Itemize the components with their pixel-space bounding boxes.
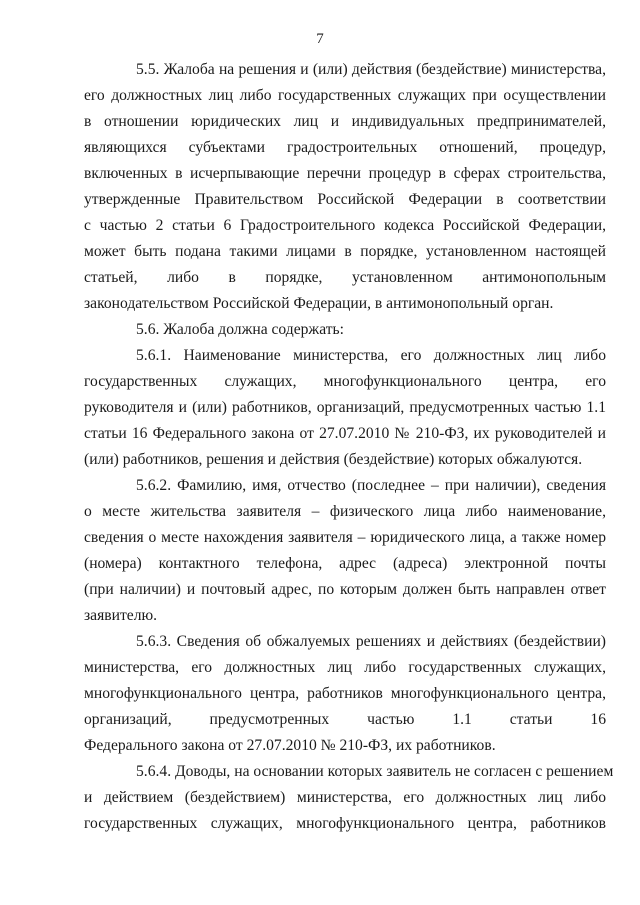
text-line: 5.6. Жалоба должна содержать: (136, 321, 344, 338)
paragraph-p5-6-4 (84, 759, 614, 837)
document-body (84, 57, 614, 837)
text-line: сведения о месте нахождения заявителя – юридического лица, а также номер (84, 529, 606, 546)
paragraph-p5-6 (84, 317, 606, 343)
text-line: 5.6.2. Фамилию, имя, отчество (последнее – при наличии), сведения (136, 477, 606, 494)
text-line: статьи 16 Федерального закона от 27.07.2010 № 210-ФЗ, их руководителей и (84, 425, 606, 442)
text-line: законодательством Российской Федерации, в антимонопольный орган. (84, 295, 554, 312)
text-line: государственных служащих, многофункционального центра, работников (84, 815, 606, 832)
text-line: министерства, его должностных лиц либо государственных служащих, (84, 659, 606, 676)
page-number: 7 (316, 31, 324, 47)
text-line: статьей, либо в порядке, установленном антимонопольным (84, 269, 606, 286)
text-line: заявителю. (84, 607, 158, 624)
text-line: с частью 2 статьи 6 Градостроительного кодекса Российской Федерации, (84, 217, 606, 234)
text-line: (при наличии) и почтовый адрес, по которым должен быть направлен ответ (84, 581, 606, 598)
text-line: многофункционального центра, работников многофункционального центра, (84, 685, 606, 702)
text-line: государственных служащих, многофункционального центра, его (84, 373, 606, 390)
text-line: Федерального закона от 27.07.2010 № 210-ФЗ, их работников. (84, 737, 496, 754)
paragraph-p5-6-1 (84, 343, 606, 473)
text-line: 5.6.3. Сведения об обжалуемых решениях и действиях (бездействии) (136, 633, 606, 650)
text-line: 5.6.1. Наименование министерства, его должностных лиц либо (136, 347, 606, 364)
text-line: утвержденные Правительством Российской Федерации в соответствии (84, 191, 606, 208)
text-line: в отношении юридических лиц и индивидуальных предпринимателей, (84, 113, 606, 130)
text-line: (номера) контактного телефона, адрес (адреса) электронной почты (84, 555, 606, 572)
text-line: о месте жительства заявителя – физического лица либо наименование, (84, 503, 606, 520)
text-line: организаций, предусмотренных частью 1.1 статьи 16 (84, 711, 606, 728)
paragraph-p5-5 (84, 57, 606, 317)
text-line: являющихся субъектами градостроительных отношений, процедур, (84, 139, 606, 156)
text-line: может быть подана такими лицами в порядке, установленном настоящей (84, 243, 606, 260)
text-line: его должностных лиц либо государственных служащих при осуществлении (84, 87, 606, 104)
text-line: включенных в исчерпывающие перечни процедур в сферах строительства, (84, 165, 606, 182)
text-line: и действием (бездействием) министерства, его должностных лиц либо (84, 789, 606, 806)
text-line: 5.6.4. Доводы, на основании которых заявитель не согласен с решением (136, 763, 614, 780)
text-line: 5.5. Жалоба на решения и (или) действия (бездействие) министерства, (136, 61, 606, 78)
text-line: (или) работников, решения и действия (бездействие) которых обжалуются. (84, 451, 583, 468)
text-line: руководителя и (или) работников, организаций, предусмотренных частью 1.1 (84, 399, 606, 416)
paragraph-p5-6-3 (84, 629, 606, 759)
paragraph-p5-6-2 (84, 473, 606, 629)
